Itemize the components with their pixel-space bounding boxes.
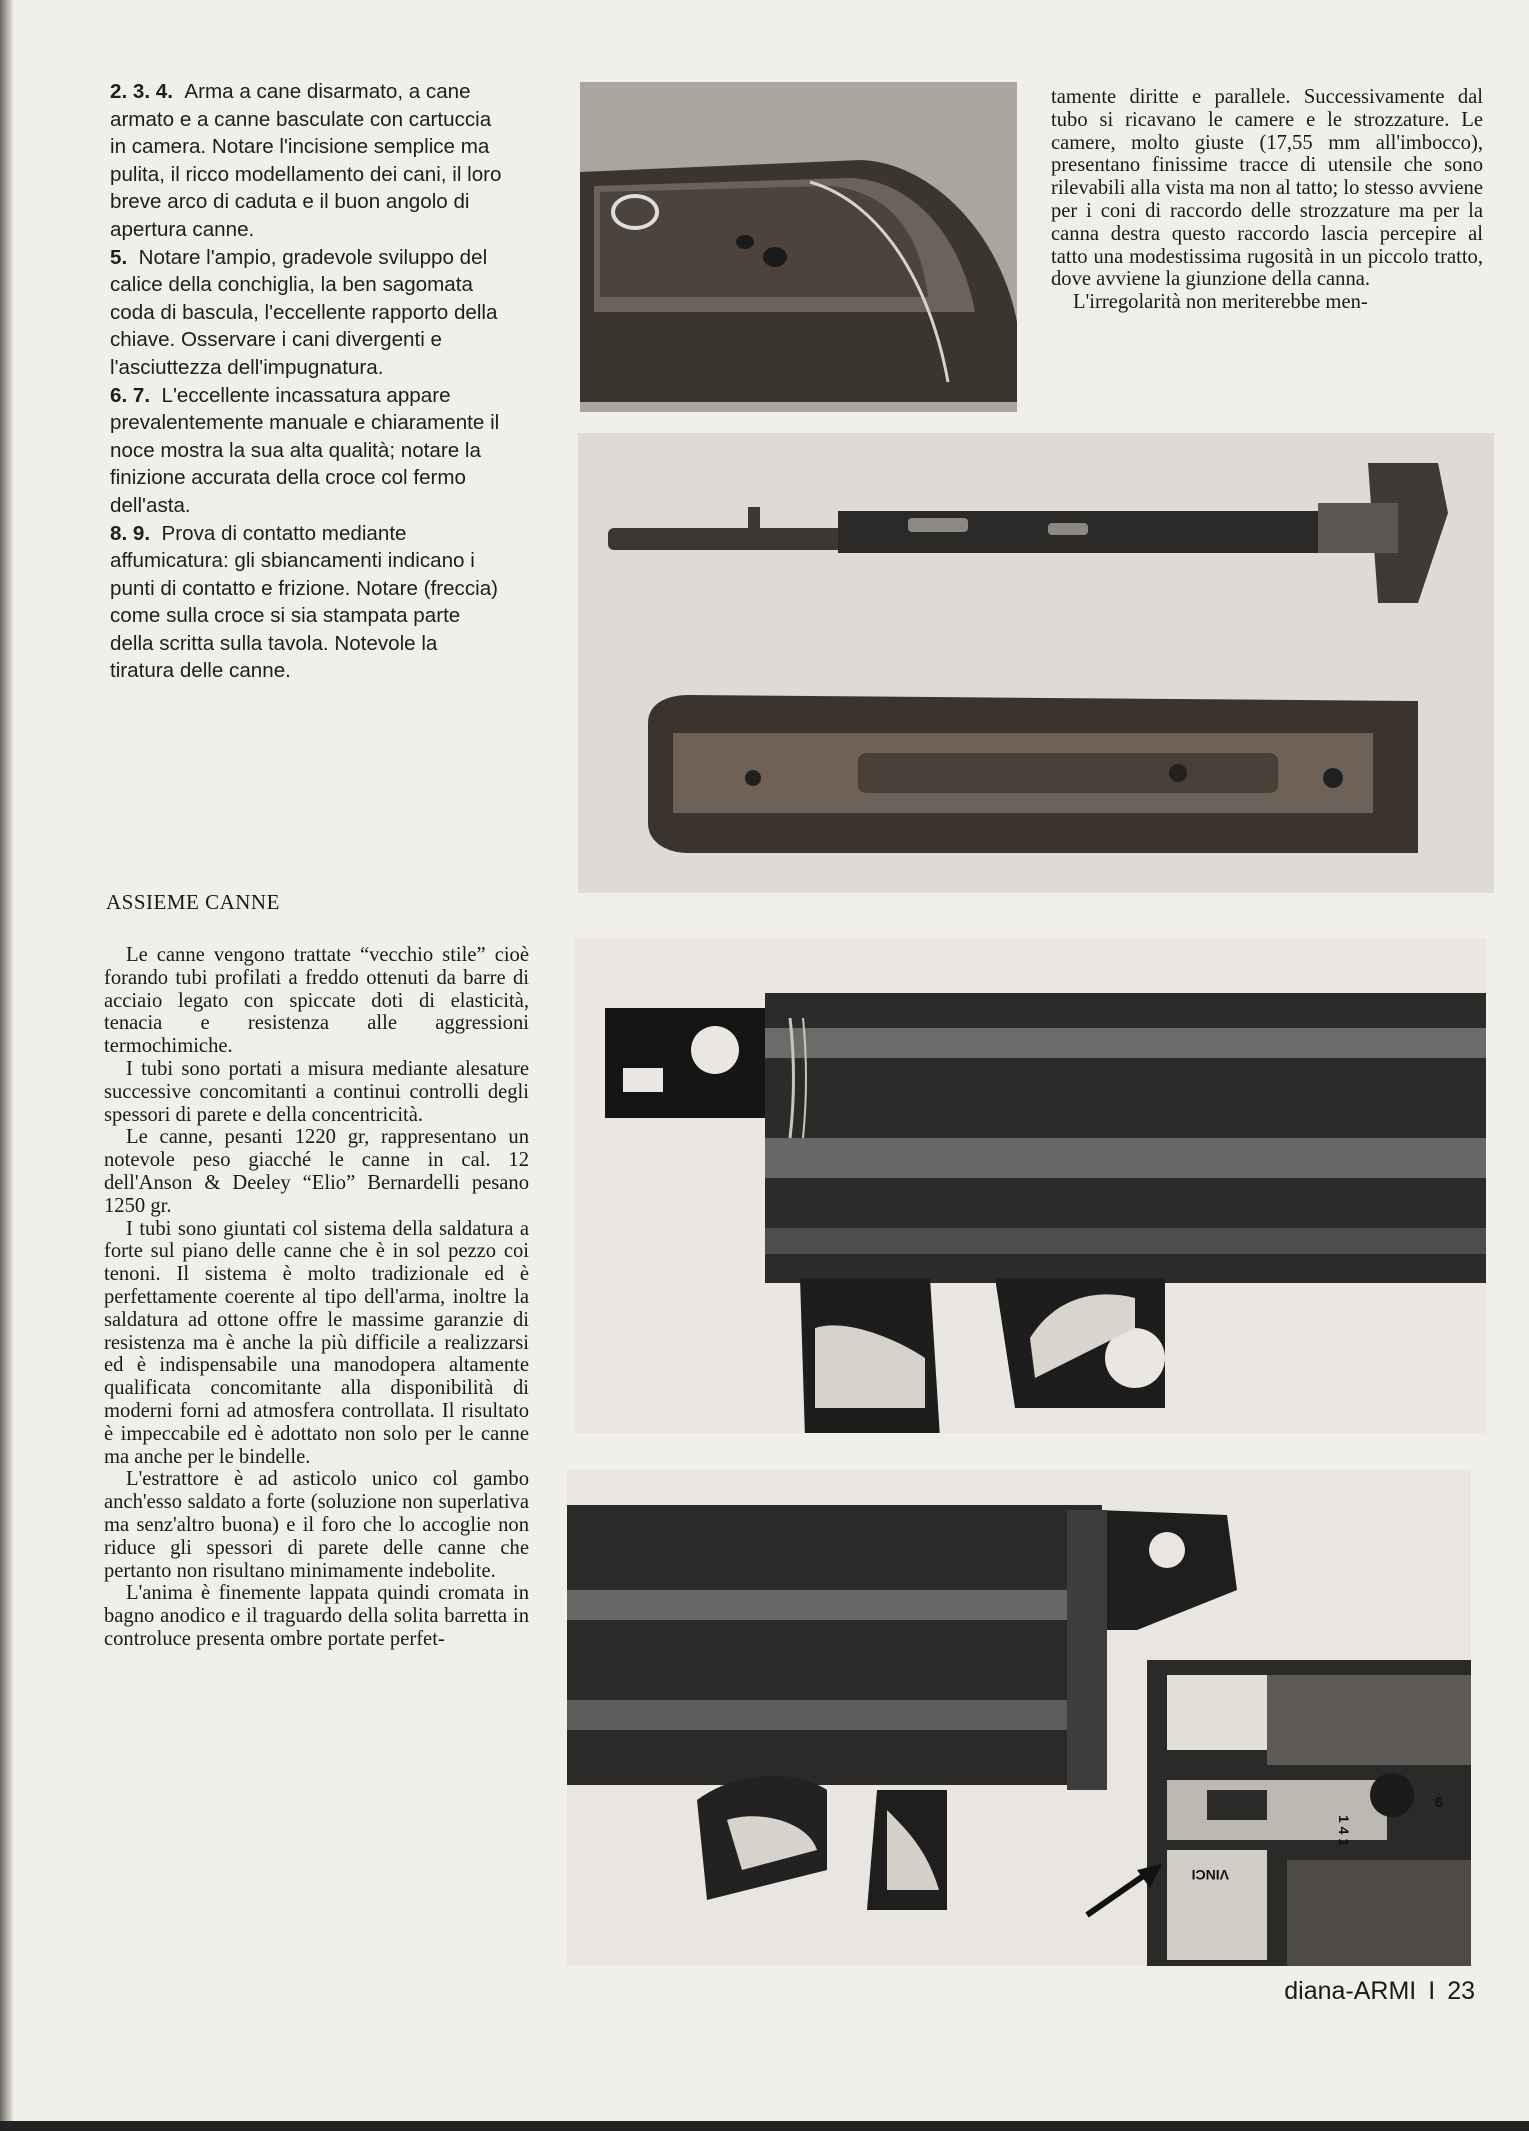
- section-heading: ASSIEME CANNE: [106, 890, 280, 914]
- caption-number: 2. 3. 4.: [110, 80, 173, 103]
- page-number: 23: [1447, 1977, 1475, 2005]
- caption-number: 8. 9.: [110, 521, 151, 545]
- caption-8-9: [110, 520, 505, 686]
- left-article-column: [104, 944, 529, 1651]
- page-bottom-edge: [0, 2121, 1529, 2131]
- magazine-name: diana-ARMI: [1284, 1977, 1417, 2005]
- caption-2-3-4: [110, 78, 505, 244]
- page-binding-edge: [0, 0, 14, 2131]
- page-footer: [1284, 1977, 1475, 2006]
- paragraph: Le canne vengono trattate “vecchio stile” cioè forando tubi profilati a freddo ottenuti da barre di acciaio legato con spiccate doti di elasticità, tenacia e resistenza alle aggressioni termochimiche.: [104, 944, 529, 1058]
- stock-head-illustration: [580, 82, 1017, 412]
- paragraph: I tubi sono giuntati col sistema della saldatura a forte sul piano delle canne che è in sol pezzo coi tenoni. Il sistema è molto tradizionale ed è perfettamente coerente al tipo dell'arma, inoltre la saldatura ad ottone offre le massime garanzie di resistenza ma è anche la più difficile a realizzarsi ed è indispensabile una manodopera altamente qualificata concomitante alla disponibilità di moderni forni ad atmosfera controllata. Il risultato è impeccabile ed è adottato non solo per le canne ma anche per le bindelle.: [104, 1217, 529, 1468]
- caption-text: Prova di contatto mediante affumicatura: gli sbiancamenti indicano i punti di contatto e frizione. Notare (freccia) come sulla croce si sia stampata parte della scritta sulla tavola. Notevole la tiratura delle canne.: [110, 521, 499, 683]
- caption-text: Notare l'ampio, gradevole sviluppo del calice della conchiglia, la ben sagomata coda di bascula, l'eccellente rapporto della chiave. Osservare i cani divergenti e l'asciuttezza dell'impugnatura.: [110, 245, 498, 379]
- stamp-six-text: 6: [1435, 1794, 1444, 1811]
- photo-captions: [110, 78, 505, 685]
- paragraph: Le canne, pesanti 1220 gr, rappresentano un notevole peso giacché le canne in cal. 12 dell'Anson & Deeley “Elio” Bernardelli pesano 1250 gr.: [104, 1126, 529, 1217]
- stamp-numbers-text: 1 4 1: [1336, 1815, 1352, 1847]
- photo-8-barrel-breech-smoke-test: [575, 938, 1486, 1433]
- paragraph: L'estrattore è ad asticolo unico col gambo anch'esso saldato a forte (soluzione non superlativa ma senz'altro buona) e il foro che lo accoglie non riduce gli spessori di parete delle canne che pertanto non risultano minimamente indebolite.: [104, 1468, 529, 1582]
- caption-text: L'eccellente incassatura appare prevalentemente manuale e chiaramente il noce mostra la sua alta qualità; notare la finizione accurata della croce col fermo dell'asta.: [110, 383, 500, 517]
- caption-5: [110, 244, 505, 382]
- paragraph: L'anima è finemente lappata quindi cromata in bagno anodico e il traguardo della solita barretta in controluce presenta ombre portate perfet-: [104, 1582, 529, 1650]
- photo-6-stock-inletting: [580, 82, 1017, 412]
- action-contact-illustration: [567, 1470, 1471, 1966]
- paragraph: L'irregolarità non meriterebbe men-: [1073, 291, 1368, 314]
- caption-number: 6. 7.: [110, 383, 151, 407]
- stamp-vinci-text: VINCI: [1191, 1867, 1229, 1883]
- caption-6-7: [110, 382, 505, 520]
- photo-9-action-contact-marks: [567, 1470, 1471, 1966]
- paragraph: I tubi sono portati a misura mediante alesature successive concomitanti a continui controlli degli spessori di parete e della concentricità.: [104, 1057, 529, 1126]
- photo-7-trigger-plate-and-forend: [578, 433, 1494, 893]
- caption-number: 5.: [110, 245, 128, 269]
- right-article-column: [1051, 86, 1483, 314]
- trigger-plate-illustration: [578, 433, 1494, 893]
- paragraph: tamente diritte e parallele. Successivamente dal tubo si ricavano le camere e le strozzature. Le camere, molto giuste (17,55 mm all'imbocco), presentano finissime tracce di utensile che sono rilevabili alla vista ma non al tatto; lo stesso avviene per i coni di raccordo delle strozzature ma per la canna destra questo raccordo lascia percepire al tatto una modestissima rugosità in un piccolo tratto, dove avviene la giunzione della canna.: [1051, 86, 1483, 291]
- caption-text: Arma a cane disarmato, a cane armato e a canne basculate con cartuccia in camera. Notare l'incisione semplice ma pulita, il ricco modellamento dei cani, il loro breve arco di caduta e il buon angolo di apertura canne.: [110, 80, 502, 241]
- footer-separator: I: [1428, 1977, 1436, 2005]
- barrel-breech-illustration: [575, 938, 1486, 1433]
